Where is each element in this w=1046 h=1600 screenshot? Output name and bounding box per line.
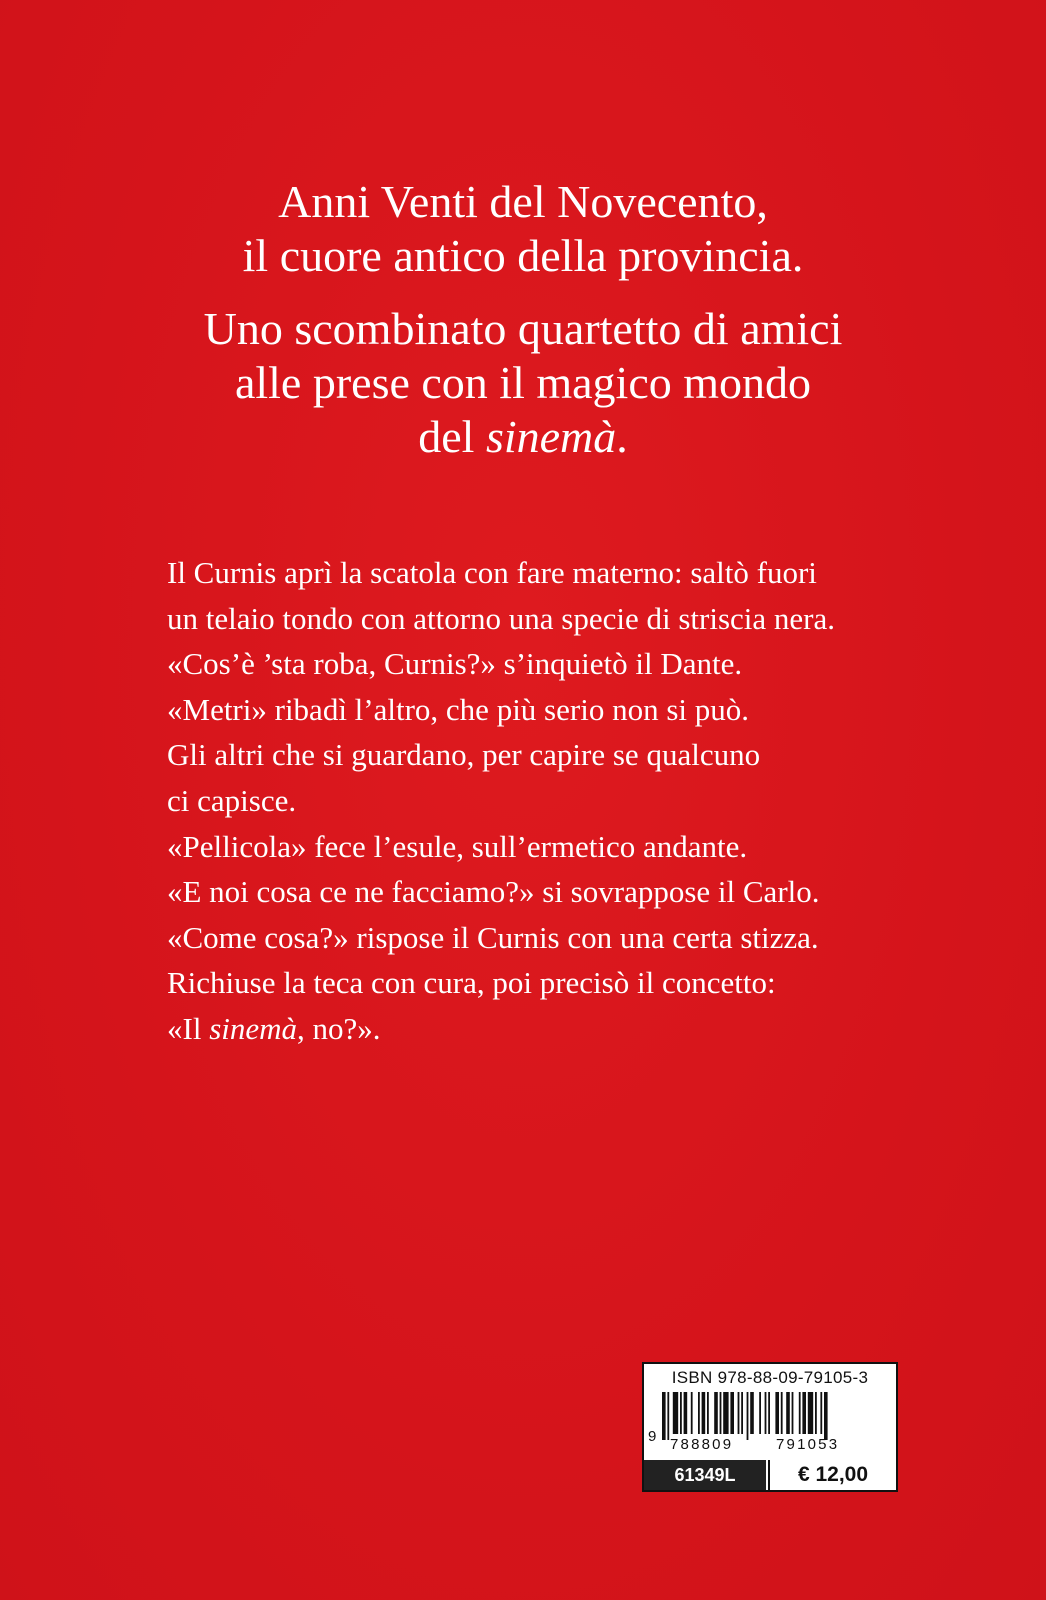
- barcode-bar: [684, 1392, 688, 1434]
- barcode-bar: [815, 1392, 817, 1434]
- excerpt-line: Gli altri che si guardano, per capire se qualcuno: [167, 737, 761, 773]
- excerpt-line: Il Curnis aprì la scatola con fare materno: saltò fuori: [167, 555, 817, 590]
- excerpt-line: «Cos’è ’sta roba, Curnis?» s’inquietò il Dante.: [167, 646, 743, 682]
- excerpt-line: «Pellicola» fece l’esule, sull’ermetico andante.: [167, 828, 748, 864]
- excerpt-line: ci capisce.: [167, 782, 297, 818]
- excerpt-line: «Metri» ribadì l’altro, che più serio non si può.: [167, 691, 749, 727]
- price-label: € 12,00: [768, 1460, 896, 1490]
- barcode-bar: [781, 1392, 783, 1434]
- barcode-bar: [824, 1392, 828, 1440]
- barcode-bar: [802, 1392, 806, 1434]
- barcode-bar: [808, 1392, 813, 1434]
- excerpt-line-last: [167, 1006, 987, 1052]
- barcode-bar: [799, 1392, 801, 1434]
- barcode-bar: [662, 1392, 666, 1440]
- barcode-bar: [792, 1392, 794, 1434]
- ean-first-digit: 9: [648, 1428, 657, 1445]
- tagline-line: alle prese con il magico mondo: [234, 357, 812, 408]
- tagline-paragraph-1: [0, 175, 1046, 283]
- book-excerpt: [167, 550, 987, 1052]
- barcode-bar: [691, 1392, 693, 1434]
- barcode-box: [642, 1362, 898, 1492]
- barcode-bar: [768, 1392, 770, 1434]
- excerpt-line: Richiuse la teca con cura, poi precisò il concetto:: [167, 965, 776, 1001]
- excerpt-line: un telaio tondo con attorno una specie di striscia nera.: [167, 600, 836, 636]
- barcode-bar: [765, 1392, 767, 1434]
- tagline-line: Uno scombinato quartetto di amici: [203, 303, 843, 354]
- product-code: 61349L: [644, 1460, 766, 1490]
- tagline-text: .: [616, 411, 628, 462]
- barcode-bar: [759, 1392, 761, 1434]
- barcode-bar: [673, 1392, 678, 1434]
- excerpt-text: , no?».: [297, 1010, 381, 1046]
- barcode-bar: [820, 1392, 822, 1434]
- barcode-bar: [720, 1392, 722, 1434]
- barcode-bar: [667, 1392, 669, 1440]
- excerpt-line: «E noi cosa ce ne facciamo?» si sovrappose il Carlo.: [167, 874, 820, 910]
- excerpt-line: «Come cosa?» rispose il Curnis con una certa stizza.: [167, 919, 819, 955]
- tagline-line-last: [0, 410, 1046, 464]
- barcode-bar: [723, 1392, 728, 1434]
- tagline-paragraph-2: [0, 302, 1046, 464]
- barcode-bar: [741, 1392, 743, 1434]
- excerpt-italic-word: sinemà: [209, 1010, 298, 1046]
- ean-right-digits: 791053: [776, 1436, 840, 1453]
- barcode-bar: [680, 1392, 682, 1434]
- barcode-bar: [747, 1392, 749, 1440]
- excerpt-text: «Il: [167, 1010, 210, 1046]
- isbn-label: ISBN 978-88-09-79105-3: [671, 1368, 869, 1387]
- barcode-bar: [714, 1392, 718, 1434]
- tagline-line: Anni Venti del Novecento,: [278, 176, 768, 227]
- barcode-bar: [750, 1392, 754, 1434]
- barcode-bar: [786, 1392, 790, 1434]
- barcode-bar: [698, 1392, 700, 1434]
- tagline-line: il cuore antico della provincia.: [242, 230, 804, 281]
- barcode-bar: [738, 1392, 740, 1434]
- barcode-bar: [702, 1392, 706, 1434]
- barcode-bar: [730, 1392, 734, 1434]
- ean-left-digits: 788809: [670, 1436, 734, 1453]
- tagline-italic-word: sinemà: [485, 411, 617, 462]
- barcode-bar: [775, 1392, 779, 1434]
- barcode-bar: [707, 1392, 709, 1434]
- tagline-text: del: [418, 411, 486, 462]
